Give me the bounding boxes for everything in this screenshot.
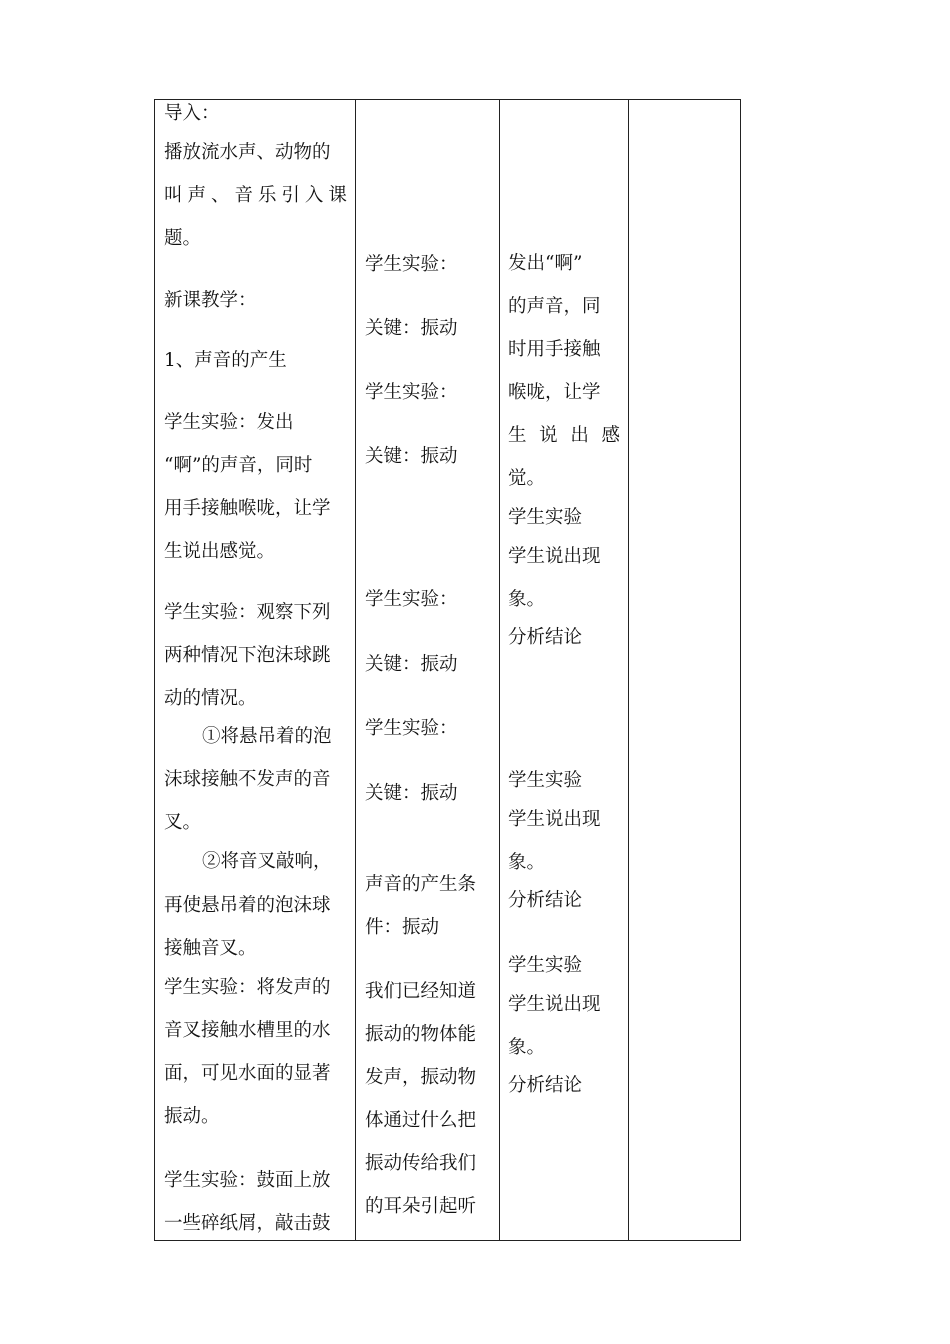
- text-line: 学生说出现: [508, 546, 601, 567]
- text-line: ①将悬吊着的泡: [202, 726, 332, 747]
- text-line: 发出“啊”: [508, 253, 583, 274]
- text-line: 学生实验：将发声的: [164, 977, 331, 998]
- column-divider: [628, 100, 629, 1240]
- text-line: 学生说出现: [508, 994, 601, 1015]
- section-heading: 1、声音的产生: [164, 350, 287, 371]
- text-line: “啊”的声音，同时: [164, 455, 313, 476]
- text-line: ②将音叉敲响，: [202, 851, 332, 872]
- text-line: 喉咙，让学: [508, 382, 601, 403]
- text-line: 时用手接触: [508, 339, 601, 360]
- outcome-cell: [508, 100, 626, 1240]
- text-line: 叫 声 、 音 乐 引 入 课: [164, 185, 347, 206]
- text-line: 分析结论: [508, 1075, 583, 1096]
- text-line: 学生实验: [508, 955, 583, 976]
- text-line: 学生实验：观察下列: [164, 602, 331, 623]
- text-line: 象。: [508, 1037, 546, 1058]
- text-line: 音叉接触水槽里的水: [164, 1020, 331, 1041]
- text-line: 学生实验：鼓面上放: [164, 1170, 331, 1191]
- text-line: 声音的产生条: [365, 874, 477, 895]
- text-line: 我们已经知道: [365, 981, 477, 1002]
- lesson-table: [154, 99, 741, 1241]
- text-line: 振动的物体能: [365, 1024, 477, 1045]
- section-heading: 新课教学：: [164, 290, 257, 311]
- text-line: 学生实验：: [365, 382, 458, 403]
- column-divider: [355, 100, 356, 1240]
- text-line: 振动。: [164, 1106, 220, 1127]
- remarks-cell: [630, 100, 740, 1240]
- text-line: 学生实验：: [365, 589, 458, 610]
- text-line: 学生实验：: [365, 718, 458, 739]
- text-line: 再使悬吊着的泡沫球: [164, 895, 331, 916]
- text-line: 动的情况。: [164, 688, 257, 709]
- text-line: 象。: [508, 852, 546, 873]
- text-line: 的耳朵引起听: [365, 1196, 477, 1217]
- text-line: 关键：振动: [365, 783, 458, 804]
- teacher-activity-cell: [164, 100, 350, 1240]
- text-line: 学生实验：: [365, 254, 458, 275]
- text-line: 关键：振动: [365, 446, 458, 467]
- text-line: 觉。: [508, 468, 546, 489]
- text-line: 学生实验: [508, 770, 583, 791]
- text-line: 一些碎纸屑，敲击鼓: [164, 1213, 331, 1234]
- text-line: 关键：振动: [365, 318, 458, 339]
- text-line: 分析结论: [508, 890, 583, 911]
- text-line: 件：振动: [365, 917, 440, 938]
- text-line: 播放流水声、动物的: [164, 142, 331, 163]
- text-line: 用手接触喉咙，让学: [164, 498, 331, 519]
- column-divider: [499, 100, 500, 1240]
- text-line: 面，可见水面的显著: [164, 1063, 331, 1084]
- text-line: 叉。: [164, 812, 202, 833]
- section-heading: 导入：: [164, 103, 220, 124]
- text-line: 两种情况下泡沫球跳: [164, 645, 331, 666]
- text-line: 接触音叉。: [164, 938, 257, 959]
- text-line: 生 说 出 感: [508, 425, 620, 446]
- text-line: 发声，振动物: [365, 1067, 477, 1088]
- text-line: 体通过什么把: [365, 1110, 477, 1131]
- text-line: 振动传给我们: [365, 1153, 477, 1174]
- text-line: 沫球接触不发声的音: [164, 769, 331, 790]
- text-line: 学生说出现: [508, 809, 601, 830]
- student-activity-cell: [365, 100, 495, 1240]
- text-line: 的声音，同: [508, 296, 601, 317]
- text-line: 分析结论: [508, 627, 583, 648]
- text-line: 学生实验: [508, 507, 583, 528]
- text-line: 生说出感觉。: [164, 541, 276, 562]
- text-line: 象。: [508, 589, 546, 610]
- text-line: 关键：振动: [365, 654, 458, 675]
- text-line: 题。: [164, 228, 202, 249]
- text-line: 学生实验：发出: [164, 412, 294, 433]
